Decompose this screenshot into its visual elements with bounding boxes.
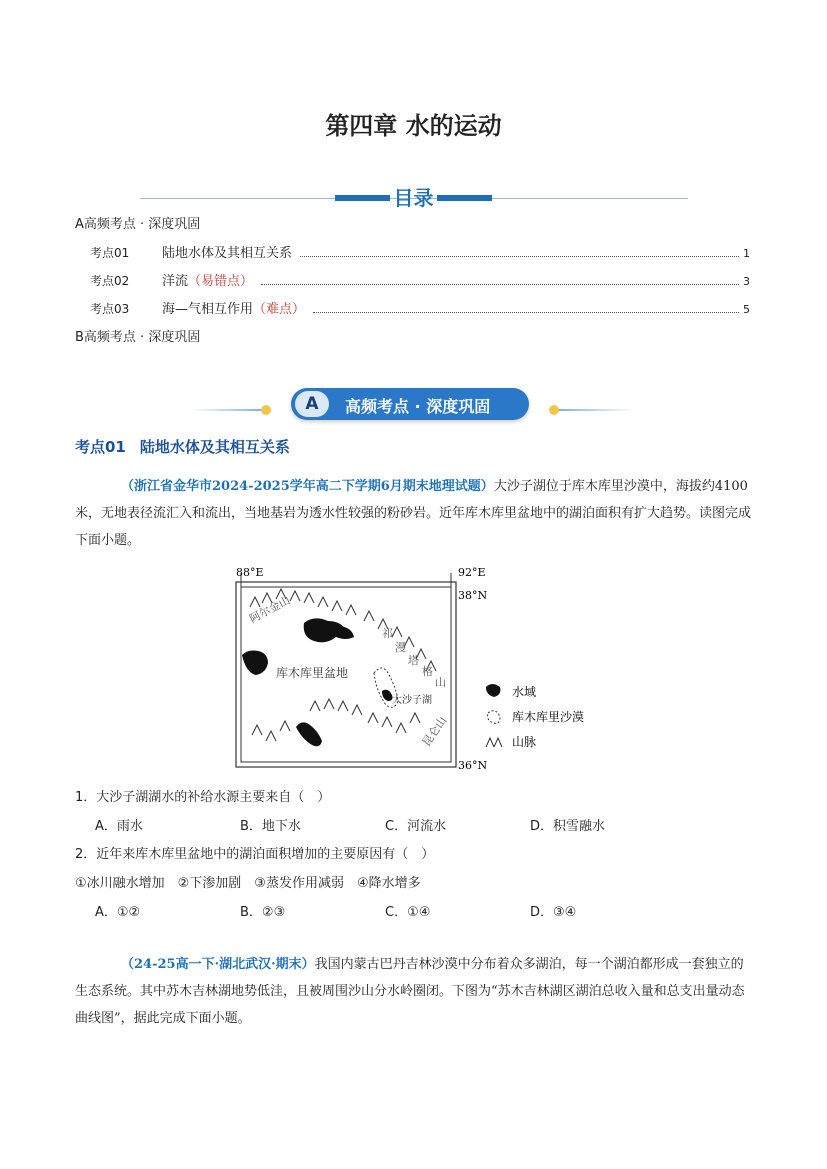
toc-item-name: 海—气相互作用	[162, 302, 254, 317]
toc-leader	[313, 311, 739, 313]
legend-mountain-label: 山脉	[512, 735, 537, 749]
passage-1	[75, 473, 755, 554]
passage-1-source: （浙江省金华市2024-2025学年高二下学期6月期末地理试题）	[121, 479, 494, 494]
q1-option-a[interactable]: A．雨水	[95, 819, 143, 834]
map-lat-bottom: 36°N	[458, 759, 488, 772]
map-water-north	[304, 618, 354, 642]
banner-line-left	[190, 409, 265, 411]
passage-2-source: （24-25高一下·湖北武汉·期末）	[121, 957, 315, 972]
toc-item-page: 1	[743, 247, 750, 260]
map-label-qimantag-char: 漫	[395, 641, 406, 654]
passage-1-text: 大沙子湖位于库木库里沙漠中，海拔约4100米，无地表径流汇入和流出，当地基岩为透水性较强的粉砂岩。近年库木库里盆地中的湖泊面积有扩大趋势。读图完成下面小题。	[75, 479, 752, 548]
q1-option-b[interactable]: B．地下水	[240, 819, 301, 834]
toc-item-name: 陆地水体及其相互关系	[162, 246, 293, 261]
toc-item-tag: （易错点）	[188, 274, 254, 289]
legend-water-icon	[486, 684, 500, 697]
toc-item-1[interactable]	[90, 242, 750, 261]
q1-option-c[interactable]: C．河流水	[385, 819, 447, 834]
legend-mountain-icon	[486, 738, 502, 747]
map-label-altun: 阿尔金山	[247, 593, 293, 626]
banner-dot-left	[261, 405, 271, 415]
map-label-kunlun: 昆仑山	[419, 714, 450, 749]
lake-map	[232, 563, 604, 775]
section-heading	[75, 436, 304, 457]
map-water-west	[242, 651, 268, 676]
legend-water-label: 水域	[512, 685, 537, 699]
toc-item-page: 5	[743, 303, 750, 316]
map-label-lake: 大沙子湖	[392, 695, 432, 706]
toc-item-page: 3	[743, 275, 750, 288]
question-2-choices: ①冰川融水增加 ②下渗加剧 ③蒸发作用减弱 ④降水增多	[75, 876, 421, 891]
map-lon-right: 92°E	[458, 566, 486, 579]
map-label-qimantag-char: 塔	[408, 654, 419, 667]
q1-option-d[interactable]: D．积雪融水	[530, 819, 606, 834]
legend-desert-label: 库木库里沙漠	[512, 710, 585, 724]
section-banner	[291, 388, 529, 420]
toc-item-code: 考点03	[90, 302, 130, 316]
banner-dot-right	[549, 405, 559, 415]
question-2-options	[95, 901, 755, 920]
map-lat-top: 38°N	[458, 589, 488, 602]
q2-option-d[interactable]: D．③④	[530, 905, 577, 920]
toc-item-code: 考点02	[90, 274, 130, 288]
toc-item-tag: （难点）	[253, 302, 306, 317]
toc-section-a[interactable]: A高频考点 · 深度巩固	[75, 217, 201, 232]
q2-option-b[interactable]: B．②③	[240, 905, 286, 920]
banner-letter: A	[295, 391, 329, 417]
toc-item-name: 洋流	[162, 274, 189, 289]
banner-text: 高频考点 · 深度巩固	[345, 397, 491, 416]
question-2-stem: 2．近年来库木库里盆地中的湖泊面积增加的主要原因有（ ）	[75, 847, 435, 862]
question-1-stem: 1．大沙子湖湖水的补给水源主要来自（ ）	[75, 790, 331, 805]
passage-2-text: 我国内蒙古巴丹吉林沙漠中分布着众多湖泊，每一个湖泊都形成一套独立的生态系统。其中苏木吉林湖地势低洼，且被周围沙山分水岭圈闭。下图为“苏木吉林湖区湖泊总收入量和总支出量动态曲线图”，据此完成下面小题。	[75, 957, 745, 1026]
q2-option-a[interactable]: A．①②	[95, 905, 141, 920]
toc-item-2[interactable]	[90, 270, 750, 289]
section-code: 考点01	[75, 438, 126, 456]
page-title: 第四章 水的运动	[325, 112, 502, 140]
map-lon-left: 88°E	[236, 566, 264, 579]
map-label-qimantag-char: 山	[435, 676, 446, 689]
map-legend	[486, 684, 584, 749]
map-label-qimantag-char: 格	[422, 665, 433, 678]
toc-section-b[interactable]: B高频考点 · 深度巩固	[75, 330, 201, 345]
legend-desert-icon	[488, 711, 500, 724]
passage-2	[75, 951, 755, 1032]
q2-option-c[interactable]: C．①④	[385, 905, 431, 920]
banner-line-right	[555, 409, 635, 411]
toc-heading: 目录	[393, 186, 434, 210]
map-label-qimantag-char: 祁	[382, 627, 393, 640]
toc-item-code: 考点01	[90, 246, 130, 260]
map-label-basin: 库木库里盆地	[276, 666, 349, 680]
question-1-options	[95, 815, 755, 834]
map-water-south	[296, 722, 322, 746]
toc-leader	[261, 283, 739, 285]
toc-item-3[interactable]	[90, 298, 750, 317]
section-name: 陆地水体及其相互关系	[139, 438, 290, 456]
toc-leader	[300, 255, 739, 257]
